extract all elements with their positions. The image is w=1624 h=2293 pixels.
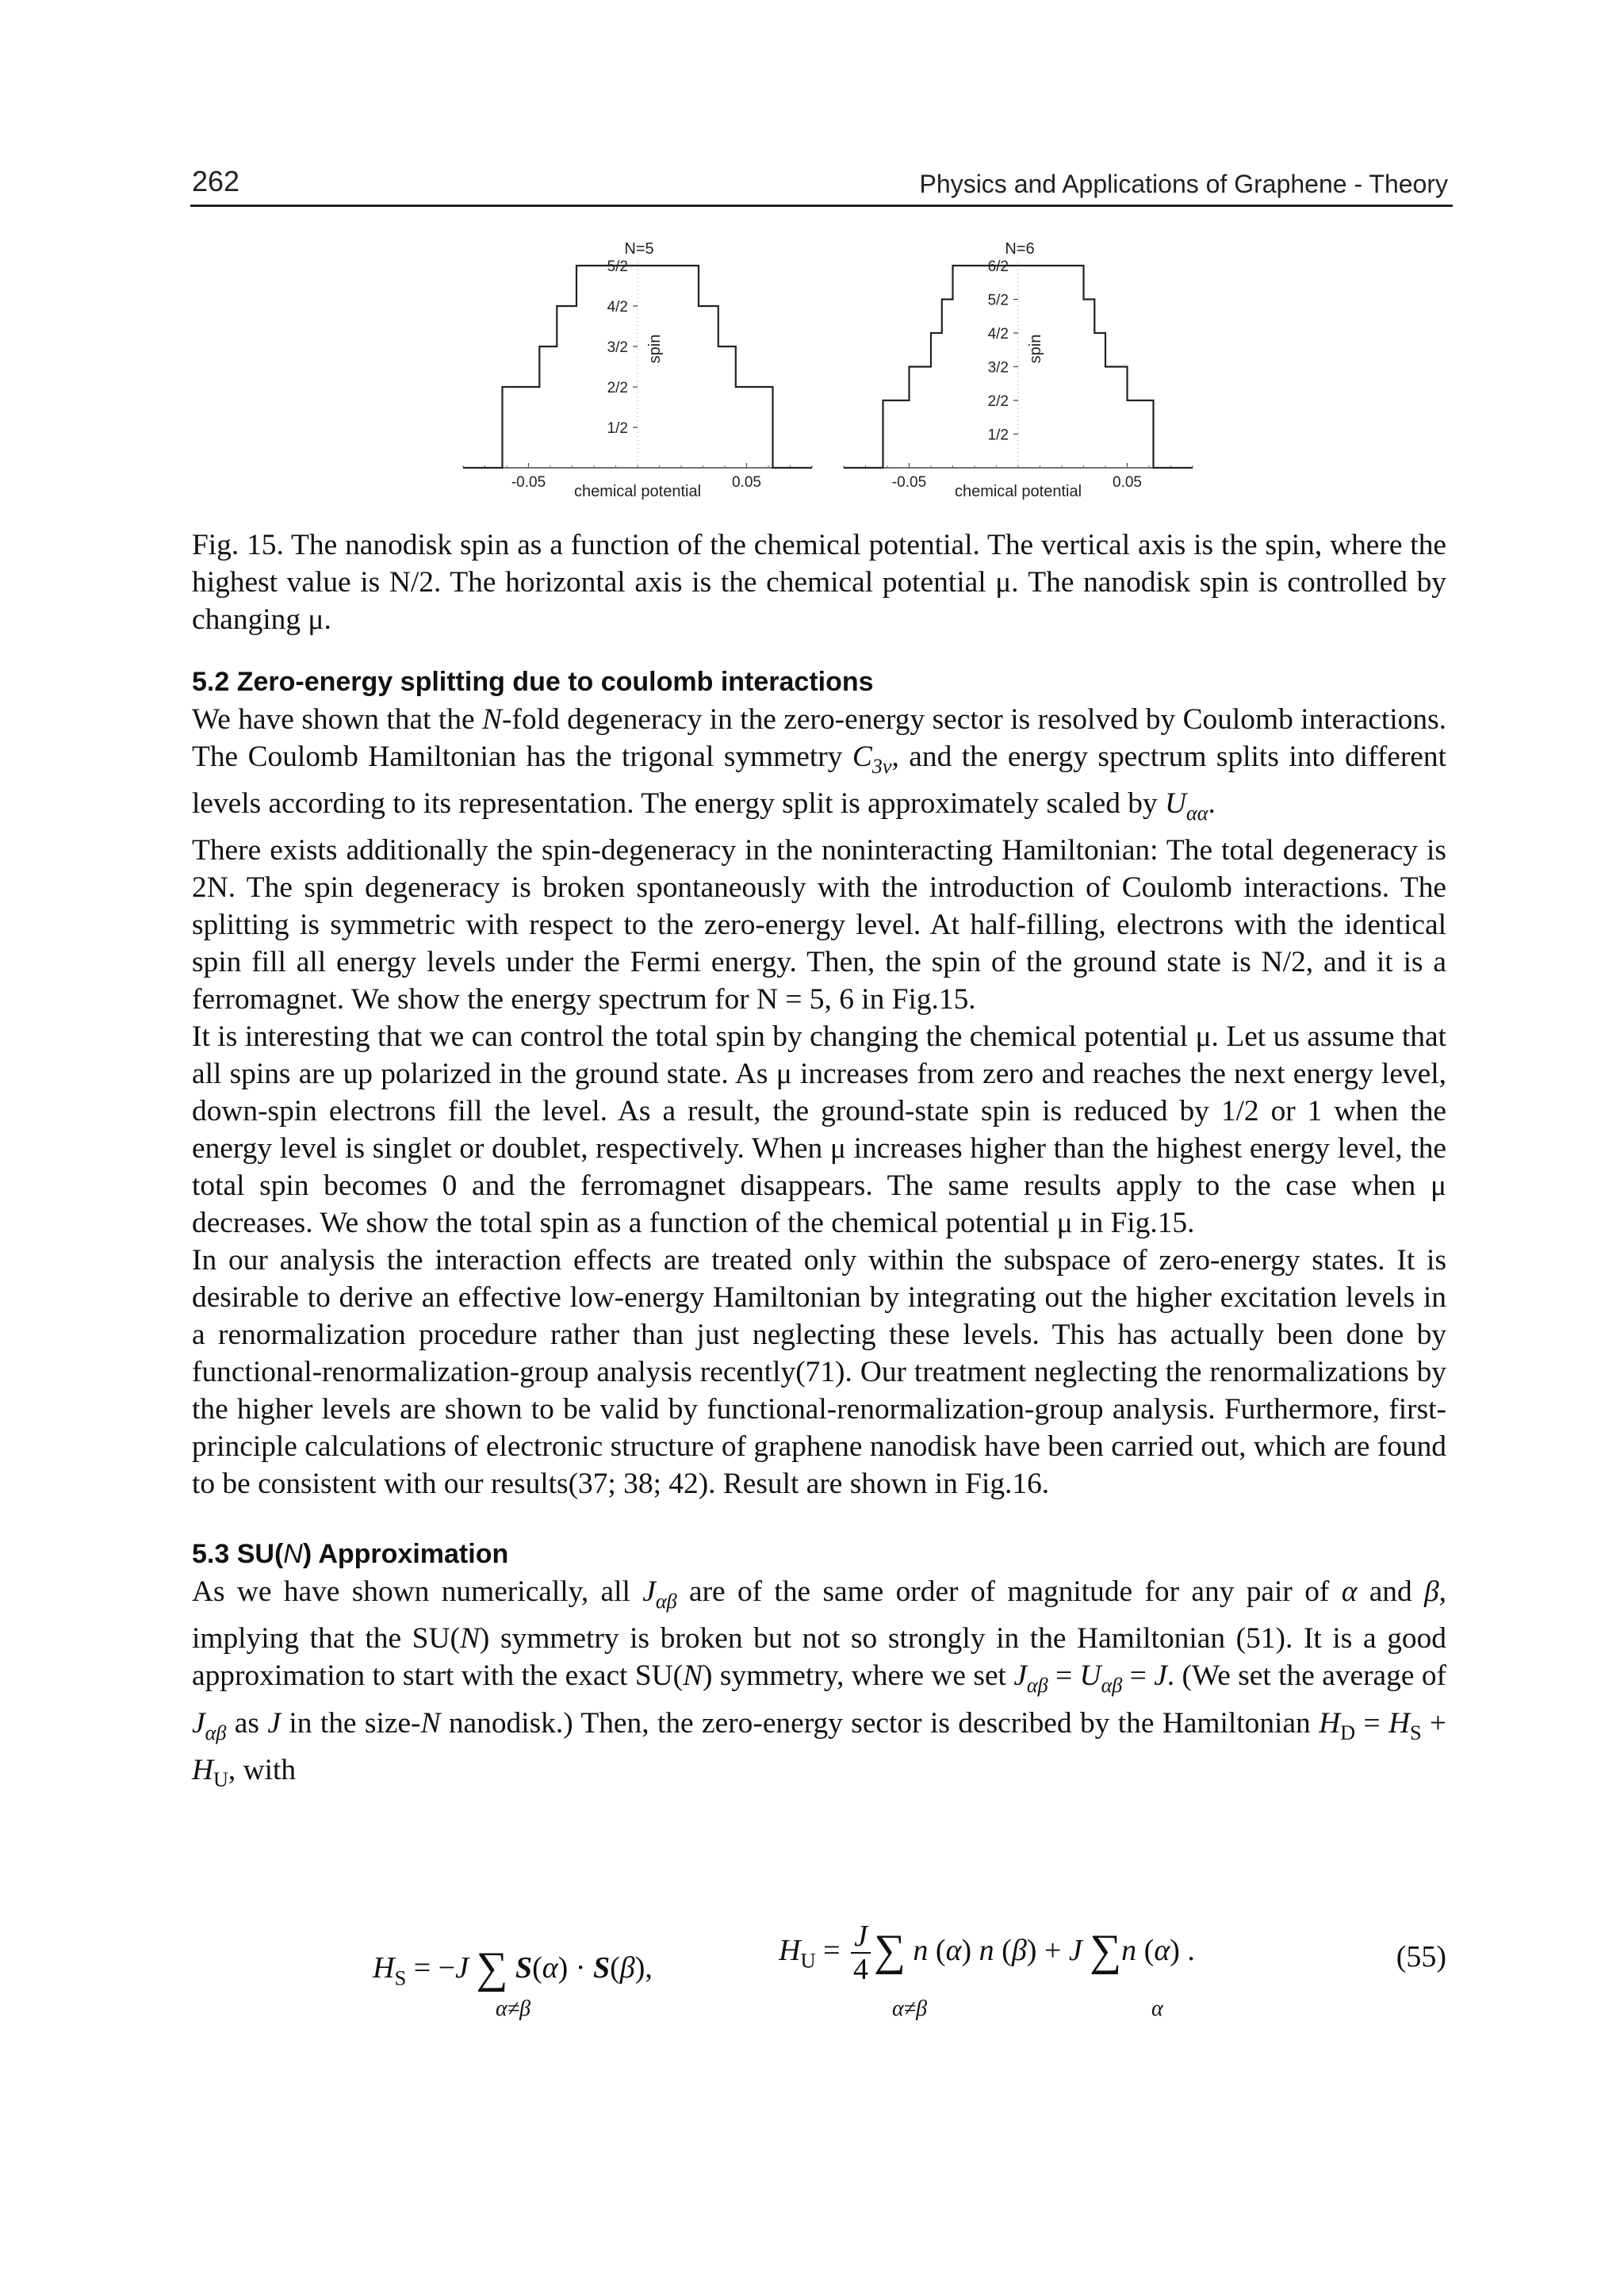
chart-n6 [844, 240, 1193, 500]
y-tick-label: 6/2 [987, 258, 1009, 275]
y-tick-label: 5/2 [607, 258, 628, 275]
chart-n5 [463, 240, 812, 500]
x-tick-label: -0.05 [511, 474, 546, 491]
paragraph-1: We have shown that the N-fold degeneracy in the zero-energy sector is resolved by Coulomb interactions. The Coulomb Hamiltonian has the trigonal symmetry $C_{3v}$, and the energy spectrum splits into different levels according to its representation. The energy split is approximately scaled by $U_{\alpha\alpha}$. [192, 703, 1446, 825]
y-tick-label: 1/2 [987, 427, 1009, 444]
x-tick-label: 0.05 [732, 474, 761, 491]
section-heading-5-3: 5.3 SU(N) Approximation [192, 1539, 509, 1570]
x-tick-label: -0.05 [891, 474, 927, 491]
y-axis-label: spin [1027, 334, 1044, 364]
equation-hu: $H_U$ = $\frac{J}{4}$ ∑ n (α) n (β) + J ∑n (α) . [779, 1920, 1195, 1987]
figure-15 [444, 230, 1205, 503]
paragraph-4: In our analysis the interaction effects are treated only within the subspace of zero-energy states. It is desirable to derive an effective low-energy Hamiltonian by integrating out the higher excitation levels in a renormalization procedure rather than just neglecting these levels. This has actually been done by functional-renormalization-group analysis recently(71). Our treatment neglecting the renormalizations by the higher levels are shown to be valid by functional-renormalization-group analysis. Furthermore, first-principle calculations of electronic structure of graphene nanodisk have been carried out, which are found to be consistent with our results(37; 38; 42). Result are shown in Fig.16. [192, 1244, 1446, 1501]
y-tick-label: 5/2 [987, 292, 1009, 309]
chart-title: N=5 [624, 240, 654, 258]
page-header [190, 163, 1453, 207]
y-tick-label: 2/2 [607, 380, 628, 396]
x-axis-label: chemical potential [573, 483, 702, 500]
y-tick-label: 2/2 [987, 393, 1009, 410]
y-tick-label: 3/2 [987, 359, 1009, 377]
page-number: 262 [192, 165, 240, 197]
y-tick-label: 4/2 [607, 299, 628, 316]
paragraph-2: There exists additionally the spin-degeneracy in the noninteracting Hamiltonian: The total degeneracy is 2N. The spin degeneracy is broken spontaneously with the introduction of Coulomb interactions. The splitting is symmetric with respect to the zero-energy level. At half-filling, electrons with the identical spin fill all energy levels under the Fermi energy. Then, the spin of the ground state is N/2, and it is a ferromagnet. We show the energy spectrum for N = 5, 6 in Fig.15. [192, 834, 1446, 1016]
equation-number: (55) [1396, 1940, 1446, 1973]
running-title: Physics and Applications of Graphene - Theory [919, 170, 1448, 198]
equation-hs: $H_S = -J$ ∑ S(α) · S(β), [373, 1943, 653, 1992]
section-heading-5-2: 5.2 Zero-energy splitting due to coulomb interactions [192, 667, 874, 697]
figure-caption: Fig. 15. The nanodisk spin as a function of the chemical potential. The vertical axis is the spin, where the highest value is N/2. The horizontal axis is the chemical potential μ. The nanodisk spin is controlled by changing μ. [192, 529, 1446, 636]
y-ticks [988, 258, 1018, 444]
x-tick-label: 0.05 [1113, 474, 1142, 491]
y-tick-label: 1/2 [607, 420, 628, 437]
y-tick-label: 4/2 [987, 326, 1009, 343]
paragraph-3: It is interesting that we can control the total spin by changing the chemical potential μ. Let us assume that all spins are up polarized in the ground state. As μ increases from zero and reaches the next energy level, down-spin electrons fill the level. As a result, the ground-state spin is reduced by 1/2 or 1 when the energy level is singlet or doublet, respectively. When μ increases higher than the highest energy level, the total spin becomes 0 and the ferromagnet disappears. The same results apply to the case when μ decreases. We show the total spin as a function of the chemical potential μ in Fig.15. [192, 1020, 1446, 1240]
body-text [192, 526, 1446, 1798]
chart-title: N=6 [1005, 240, 1035, 258]
spin-step-line [463, 266, 812, 468]
y-tick-label: 3/2 [607, 339, 628, 356]
y-axis-label: spin [646, 334, 664, 364]
equation-55: $H_S = -J$ ∑ S(α) · S(β), α≠β $H_U$ = $\frac{J}{4}$ ∑ n (α) n (β) + J ∑n (α) . α≠β α (55) [373, 1920, 1446, 2021]
y-ticks [607, 258, 638, 437]
x-axis-label: chemical potential [954, 483, 1082, 500]
paragraph-5: As we have shown numerically, all $J_{\alpha\beta}$ are of the same order of magnitude for any pair of α and β, implying that the SU(N) symmetry is broken but not so strongly in the Hamiltonian (51). It is a good approximation to start with the exact SU(N) symmetry, where we set $J_{\alpha\beta} = U_{\alpha\beta} = J$. (We set the average of $J_{\alpha\beta}$ as J in the size-N nanodisk.) Then, the zero-energy sector is described by the Hamiltonian $H_D = H_S + H_U$, with [192, 1575, 1447, 1791]
